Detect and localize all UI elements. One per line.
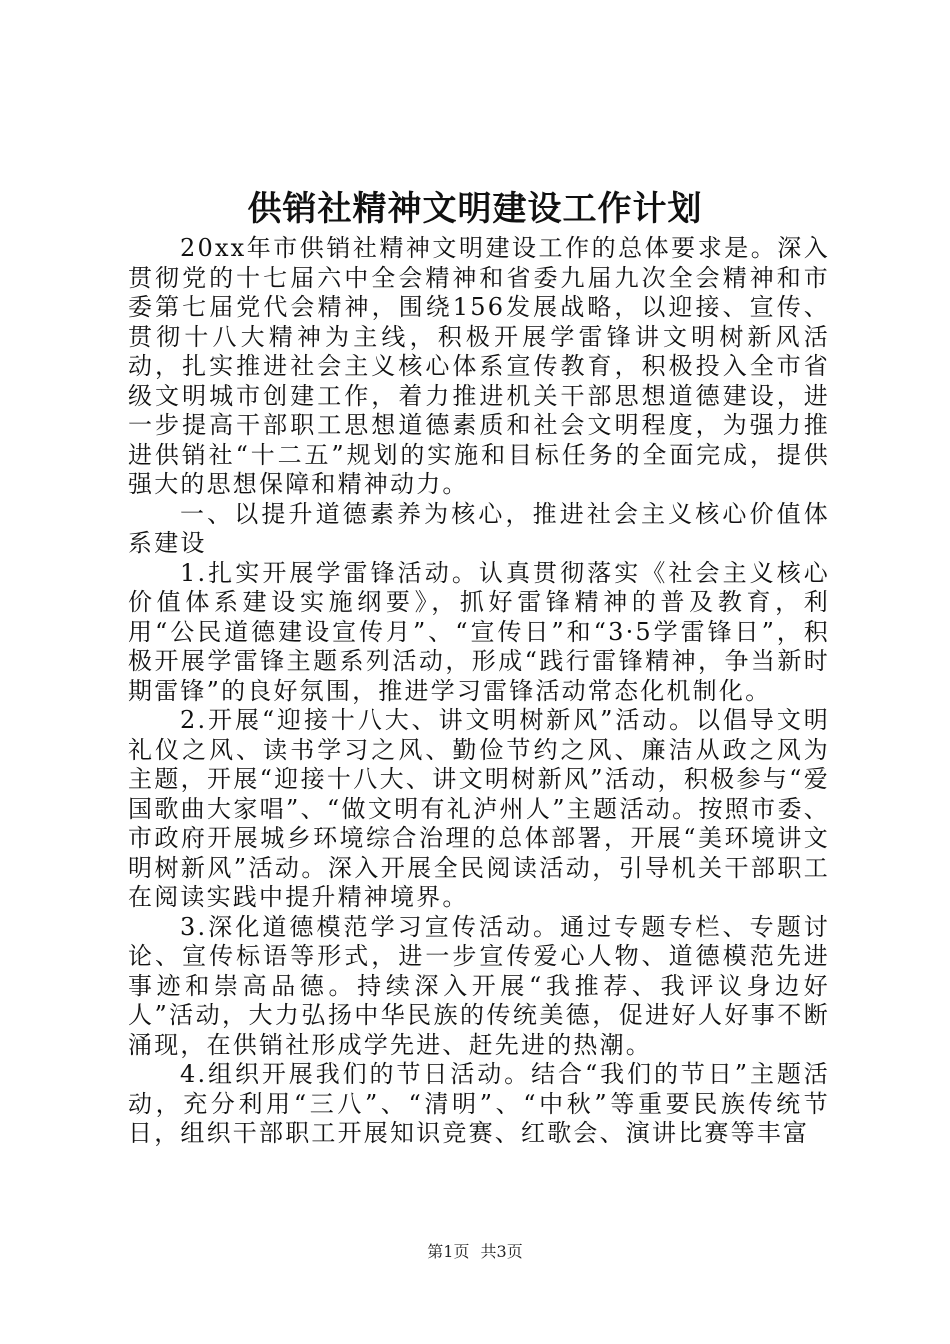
item-paragraph-4: 4.组织开展我们的节日活动。结合“我们的节日”主题活动，充分利用“三八”、“清明”、“中秋”等重要民族传统节日，组织干部职工开展知识竞赛、红歌会、演讲比赛等丰富	[128, 1060, 830, 1147]
item-paragraph-2: 2.开展“迎接十八大、讲文明树新风”活动。以倡导文明礼仪之风、读书学习之风、勤俭节约之风、廉洁从政之风为主题，开展“迎接十八大、讲文明树新风”活动，积极参与“爱国歌曲大家唱”、“做文明有礼泸州人”主题活动。按照市委、市政府开展城乡环境综合治理的总体部署，开展“美环境讲文明树新风”活动。深入开展全民阅读活动，引导机关干部职工在阅读实践中提升精神境界。	[128, 706, 830, 911]
intro-paragraph: 20xx年市供销社精神文明建设工作的总体要求是。深入贯彻党的十七届六中全会精神和省委九届九次全会精神和市委第七届党代会精神，围绕156发展战略，以迎接、宣传、贯彻十八大精神为主线，积极开展学雷锋讲文明树新风活动，扎实推进社会主义核心体系宣传教育，积极投入全市省级文明城市创建工作，着力推进机关干部思想道德建设，进一步提高干部职工思想道德素质和社会文明程度，为强力推进供销社“十二五”规划的实施和目标任务的全面完成，提供强大的思想保障和精神动力。	[128, 234, 830, 498]
section-heading-1: 一、以提升道德素养为核心，推进社会主义核心价值体系建设	[128, 499, 830, 557]
item-paragraph-1: 1.扎实开展学雷锋活动。认真贯彻落实《社会主义核心价值体系建设实施纲要》，抓好雷锋精神的普及教育，利用“公民道德建设宣传月”、“宣传日”和“3·5学雷锋日”，积极开展学雷锋主题系列活动，形成“践行雷锋精神，争当新时期雷锋”的良好氛围，推进学习雷锋活动常态化机制化。	[128, 558, 830, 705]
page-number: 第1页	[427, 1242, 470, 1261]
item-paragraph-3: 3.深化道德模范学习宣传活动。通过专题专栏、专题讨论、宣传标语等形式，进一步宣传爱心人物、道德模范先进事迹和崇高品德。持续深入开展“我推荐、我评议身边好人”活动，大力弘扬中华民族的传统美德，促进好人好事不断涌现，在供销社形成学先进、赶先进的热潮。	[128, 912, 830, 1059]
page-total: 共3页	[480, 1242, 523, 1261]
document-title: 供销社精神文明建设工作计划	[247, 189, 703, 229]
document-body	[128, 234, 830, 1149]
page-footer	[0, 1242, 950, 1262]
